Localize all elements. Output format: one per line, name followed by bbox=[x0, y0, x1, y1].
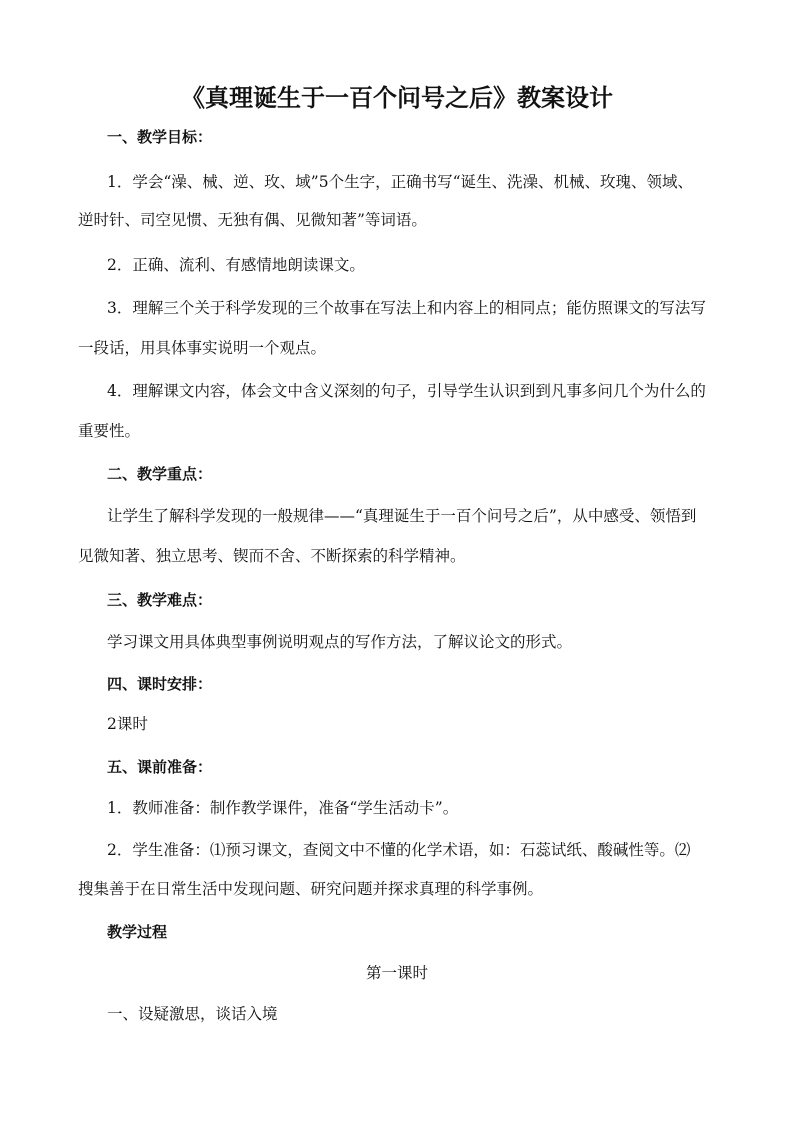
objective-item-3-line-1: 3．理解三个关于科学发现的三个故事在写法上和内容上的相同点；能仿照课文的写法写 bbox=[107, 299, 706, 317]
schedule-text: 2课时 bbox=[107, 715, 148, 733]
document-title: 《真理诞生于一百个问号之后》教案设计 bbox=[181, 84, 613, 112]
objective-item-3-line-2: 一段话，用具体事实说明一个观点。 bbox=[78, 339, 327, 357]
objective-item-4-line-2: 重要性。 bbox=[78, 422, 141, 440]
objective-item-4-line-1: 4．理解课文内容，体会文中含义深刻的句子，引导学生认识到到凡事多问几个为什么的 bbox=[107, 382, 706, 400]
section-heading-process: 教学过程 bbox=[107, 923, 168, 941]
key-points-line-1: 让学生了解科学发现的一般规律——“真理诞生于一百个问号之后”，从中感受、领悟到 bbox=[107, 507, 697, 525]
objective-item-1-line-2: 逆时针、司空见惯、无独有偶、见微知著”等词语。 bbox=[78, 211, 427, 229]
preparation-item-2-line-1: 2．学生准备：⑴预习课文，查阅文中不懂的化学术语，如：石蕊试纸、酸碱性等。⑵ bbox=[107, 841, 691, 859]
lesson-heading: 第一课时 bbox=[365, 964, 428, 982]
section-heading-objectives: 一、教学目标： bbox=[107, 128, 213, 146]
section-heading-key-points: 二、教学重点： bbox=[107, 465, 213, 483]
preparation-item-1: 1．教师准备：制作教学课件，准备“学生活动卡”。 bbox=[107, 799, 459, 817]
preparation-item-2-line-2: 搜集善于在日常生活中发现问题、研究问题并探求真理的科学事例。 bbox=[78, 880, 544, 898]
section-heading-schedule: 四、课时安排： bbox=[107, 675, 213, 693]
difficulties-text: 学习课文用具体典型事例说明观点的写作方法，了解议论文的形式。 bbox=[107, 633, 573, 651]
key-points-line-2: 见微知著、独立思考、锲而不舍、不断探索的科学精神。 bbox=[78, 547, 466, 565]
objective-item-2: 2．正确、流利、有感情地朗读课文。 bbox=[107, 256, 365, 274]
objective-item-1-line-1: 1．学会“澡、械、逆、玫、域”5个生字，正确书写“诞生、洗澡、机械、玫瑰、领域、 bbox=[107, 173, 693, 191]
section-heading-difficulties: 三、教学难点： bbox=[107, 591, 213, 609]
process-step-1: 一、设疑激思，谈话入境 bbox=[107, 1005, 278, 1023]
section-heading-preparation: 五、课前准备： bbox=[107, 758, 213, 776]
